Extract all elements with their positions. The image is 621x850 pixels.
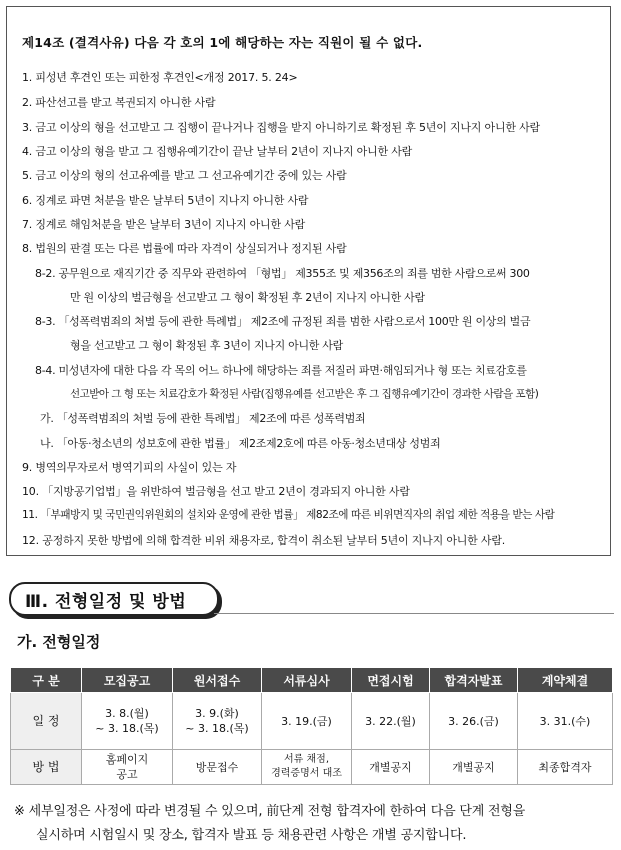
section-divider: [214, 613, 614, 614]
disqualification-box: [6, 6, 611, 556]
item-1: 1. 피성년 후견인 또는 피한정 후견인<개정 2017. 5. 24>: [22, 71, 298, 84]
header-cell: 구 분: [11, 668, 82, 693]
method-cell: 홈페이지 공고: [82, 750, 173, 785]
date-cell: 3. 22.(월): [352, 693, 430, 750]
article-title: 제14조 (결격사유) 다음 각 호의 1에 해당하는 자는 직원이 될 수 없다.: [22, 35, 423, 50]
note-line-2: 실시하며 시험일시 및 장소, 합격자 발표 등 채용관련 사항은 개별 공지합니다.: [36, 828, 467, 843]
header-cell: 합격자발표: [430, 668, 518, 693]
date-cell: 3. 26.(금): [430, 693, 518, 750]
method-cell: 개별공지: [352, 750, 430, 785]
header-cell: 면접시험: [352, 668, 430, 693]
item-11: 11. 「부패방지 및 국민권익위원회의 설치와 운영에 관한 법률」 제82조에 따른 비위면직자의 취업 제한 적용을 받는 사람: [22, 509, 555, 521]
schedule-table: [10, 667, 613, 785]
header-cell: 서류심사: [262, 668, 352, 693]
item-8-2-line2: 만 원 이상의 벌금형을 선고받고 그 형이 확정된 후 2년이 지나지 아니한 사람: [70, 291, 425, 304]
item-3: 3. 금고 이상의 형을 선고받고 그 집행이 끝나거나 집행을 받지 아니하기로 확정된 후 5년이 지나지 아니한 사람: [22, 121, 540, 134]
item-8-2-line1: 8-2. 공무원으로 재직기간 중 직무와 관련하여 「형법」 제355조 및 제356조의 죄를 범한 사람으로써 300: [35, 267, 530, 280]
date-cell: 3. 8.(월) ~ 3. 18.(목): [82, 693, 173, 750]
item-8-3-line1: 8-3. 「성폭력범죄의 처벌 등에 관한 특례법」 제2조에 규정된 죄를 범한 사람으로서 100만 원 이상의 벌금: [35, 315, 531, 328]
item-8: 8. 법원의 판결 또는 다른 법률에 따라 자격이 상실되거나 정지된 사람: [22, 242, 347, 255]
schedule-header-row: [11, 668, 613, 693]
item-8-4-ga: 가. 「성폭력범죄의 처벌 등에 관한 특례법」 제2조에 따른 성폭력범죄: [40, 412, 366, 425]
section-heading-text: Ⅲ. 전형일정 및 방법: [25, 592, 187, 612]
method-cell: 방문접수: [173, 750, 262, 785]
item-6: 6. 징계로 파면 처분을 받은 날부터 5년이 지나지 아니한 사람: [22, 194, 309, 207]
note-line-1: ※ 세부일정은 사정에 따라 변경될 수 있으며, 前단계 전형 합격자에 한하여 다음 단계 전형을: [14, 804, 526, 819]
item-10: 10. 「지방공기업법」을 위반하여 벌금형을 선고 받고 2년이 경과되지 아니한 사람: [22, 485, 410, 498]
item-4: 4. 금고 이상의 형을 받고 그 집행유예기간이 끝난 날부터 2년이 지나지 아니한 사람: [22, 145, 413, 158]
schedule-method-row: [11, 750, 613, 785]
row-label: 방 법: [11, 750, 82, 785]
row-label: 일 정: [11, 693, 82, 750]
date-cell: 3. 9.(화) ~ 3. 18.(목): [173, 693, 262, 750]
item-8-3-line2: 형을 선고받고 그 형이 확정된 후 3년이 지나지 아니한 사람: [70, 339, 343, 352]
item-8-4-line1: 8-4. 미성년자에 대한 다음 각 목의 어느 하나에 해당하는 죄를 저질러 파면·해임되거나 형 또는 치료감호를: [35, 364, 527, 377]
schedule-note: [14, 800, 525, 848]
section-heading: [9, 582, 219, 616]
date-cell: 3. 19.(금): [262, 693, 352, 750]
item-8-4-na: 나. 「아동·청소년의 성보호에 관한 법률」 제2조제2호에 따른 아동·청소년대상 성범죄: [40, 437, 441, 450]
method-cell: 최종합격자: [518, 750, 613, 785]
item-12: 12. 공정하지 못한 방법에 의해 합격한 비위 채용자로, 합격이 취소된 날부터 5년이 지나지 아니한 사람.: [22, 534, 506, 547]
item-5: 5. 금고 이상의 형의 선고유예를 받고 그 선고유예기간 중에 있는 사람: [22, 169, 347, 182]
method-cell: 서류 채점, 경력증명서 대조: [262, 750, 352, 785]
header-cell: 원서접수: [173, 668, 262, 693]
header-cell: 모집공고: [82, 668, 173, 693]
item-7: 7. 징계로 해임처분을 받은 날부터 3년이 지나지 아니한 사람: [22, 218, 306, 231]
item-9: 9. 병역의무자로서 병역기피의 사실이 있는 자: [22, 461, 237, 474]
subsection-heading: 가. 전형일정: [17, 633, 101, 651]
item-2: 2. 파산선고를 받고 복권되지 아니한 사람: [22, 96, 216, 109]
header-cell: 계약체결: [518, 668, 613, 693]
item-8-4-line2: 선고받아 그 형 또는 치료감호가 확정된 사람(집행유예를 선고받은 후 그 집행유예기간이 경과한 사람을 포함): [70, 388, 539, 400]
schedule-date-row: [11, 693, 613, 750]
method-cell: 개별공지: [430, 750, 518, 785]
date-cell: 3. 31.(수): [518, 693, 613, 750]
